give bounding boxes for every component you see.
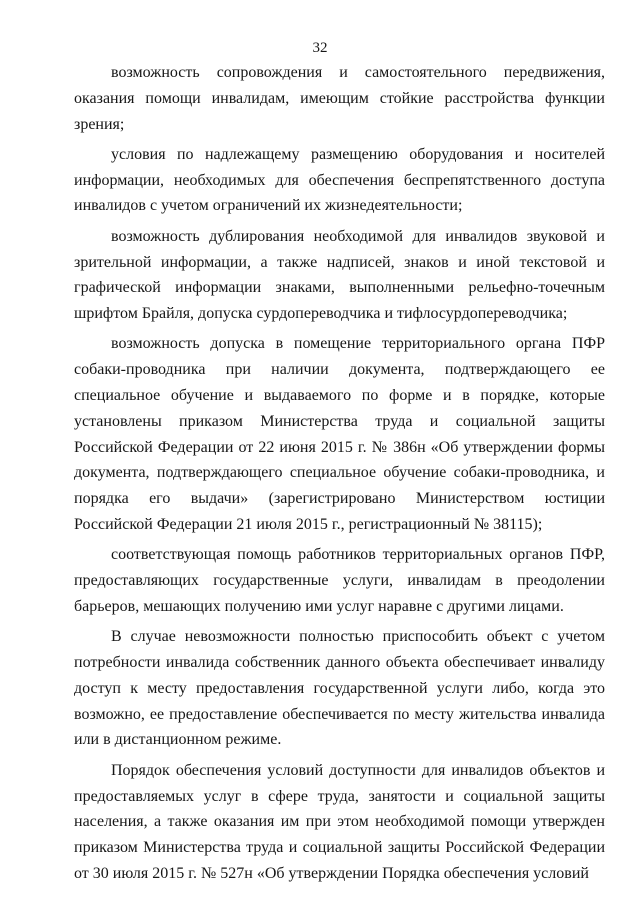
page-number: 32	[312, 40, 328, 56]
paragraph-visual-escort: возможность сопровождения и самостоятельного передвижения, оказания помощи инвалидам, имеющим стойкие расстройства функции зрения;	[74, 64, 605, 133]
paragraph-guide-dog-access: возможность допуска в помещение территориального органа ПФР собаки-проводника при наличии документа, подтверждающего ее специальное обучение и выдаваемого по форме и в порядке, которые установлены приказом Министерства труда и социальной защиты Российской Федерации от 22 июня 2015 г. № 386н «Об утверждении формы документа, подтверждающего специальное обучение собаки-проводника, и порядка его выдачи» (зарегистрировано Министерством юстиции Российской Федерации 21 июля 2015 г., регистрационный № 38115);	[74, 335, 605, 534]
paragraph-information-duplication: возможность дублирования необходимой для инвалидов звуковой и зрительной информации, а также надписей, знаков и иной текстовой и графической информации знаками, выполненными рельефно-точечным шрифтом Брайля, допуска сурдопереводчика и тифлосурдопереводчика;	[74, 227, 605, 323]
paragraph-remote-service: В случае невозможности полностью приспособить объект с учетом потребности инвалида собственник данного объекта обеспечивает инвалиду доступ к месту предоставления государственной услуги либо, когда это возможно, ее предоставление обеспечивается по месту жительства инвалида или в дистанционном режиме.	[74, 628, 605, 749]
paragraph-equipment-placement: условия по надлежащему размещению оборудования и носителей информации, необходимых для обеспечения беспрепятственного доступа инвалидов с учетом ограничений их жизнедеятельности;	[74, 145, 605, 215]
paragraph-staff-assistance: соответствующая помощь работников территориальных органов ПФР, предоставляющих государственные услуги, инвалидам в преодолении барьеров, мешающих получению ими услуг наравне с другими лицами.	[74, 546, 605, 615]
document-body	[74, 60, 605, 891]
paragraph-accessibility-order: Порядок обеспечения условий доступности для инвалидов объектов и предоставляемых услуг в сфере труда, занятости и социальной защиты населения, а также оказания им при этом необходимой помощи утвержден приказом Министерства труда и социальной защиты Российской Федерации от 30 июля 2015 г. № 527н «Об утверждении Порядка обеспечения условий	[74, 761, 605, 882]
